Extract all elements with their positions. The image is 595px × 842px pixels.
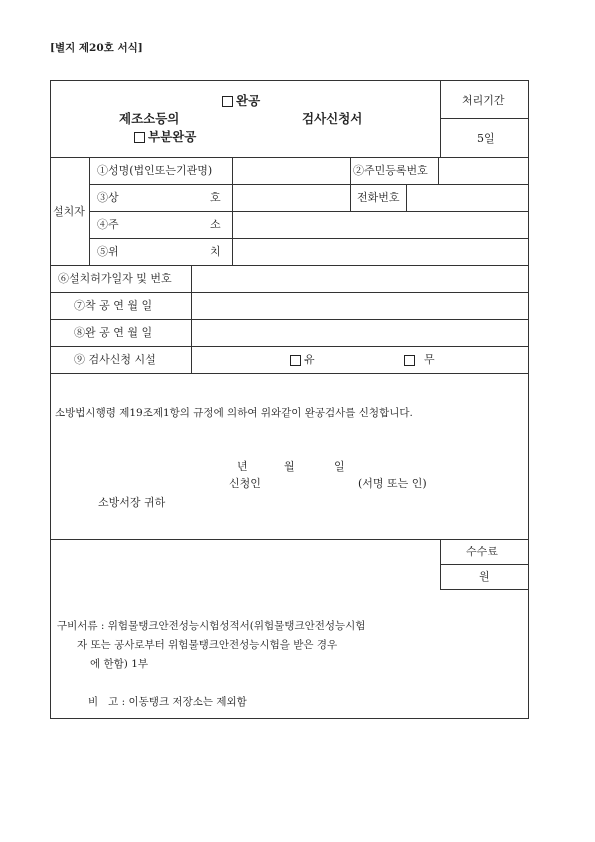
- address-label-tail: 소: [210, 218, 221, 231]
- processing-period-label: 처리기간: [462, 94, 505, 107]
- facility-yes-option[interactable]: 유: [290, 354, 315, 366]
- phone-field[interactable]: [407, 185, 527, 210]
- processing-period-value: 5일: [477, 132, 495, 145]
- remarks: 비 고 : 이동탱크 저장소는 제외함: [88, 696, 247, 708]
- facility-yes-checkbox[interactable]: [290, 355, 301, 366]
- location-label-tail: 치: [210, 245, 221, 258]
- applicant-sign-label: 신청인: [229, 477, 261, 490]
- facility-no-checkbox[interactable]: [404, 355, 415, 366]
- date-year: 년: [237, 460, 248, 473]
- sign-note: (서명 또는 인): [358, 477, 427, 490]
- title-prefix: 제조소등의: [119, 111, 180, 126]
- required-documents-line2: 자 또는 공사로부터 위험물탱크안전성능시험을 받은 경우: [77, 639, 338, 651]
- option-complete[interactable]: 완공: [222, 95, 260, 108]
- facility-label: ⑨ 검사신청 시설: [74, 353, 156, 366]
- rrn-label: ②주민등록번호: [353, 164, 428, 177]
- finish-date-field[interactable]: [192, 320, 527, 345]
- start-date-field[interactable]: [192, 293, 527, 318]
- phone-label: 전화번호: [357, 191, 400, 204]
- name-field[interactable]: [233, 158, 349, 183]
- rrn-field[interactable]: [439, 158, 527, 183]
- finish-date-label: ⑧완 공 연 월 일: [74, 326, 153, 339]
- date-month: 월: [284, 460, 295, 473]
- required-documents-line1: 구비서류 : 위험물탱크안전성능시험성적서(위험물탱크안전성능시험: [57, 620, 366, 632]
- facility-no-option[interactable]: 무: [404, 354, 435, 366]
- permit-date-field[interactable]: [192, 266, 527, 291]
- name-label: ①성명(법인또는기관명): [97, 164, 213, 177]
- trade-field[interactable]: [233, 185, 349, 210]
- form-number-tag: [별지 제20호 서식]: [50, 42, 143, 54]
- address-field[interactable]: [233, 212, 527, 237]
- title-suffix: 검사신청서: [302, 111, 363, 126]
- application-statement: 소방법시행령 제19조제1항의 규정에 의하여 위와같이 완공검사를 신청합니다.: [55, 407, 413, 419]
- option-partial[interactable]: 부분완공: [134, 131, 196, 144]
- required-documents-line3: 에 한함) 1부: [90, 658, 149, 670]
- trade-label: ③상: [97, 191, 119, 204]
- date-day: 일: [334, 460, 345, 473]
- addressee: 소방서장 귀하: [98, 496, 166, 509]
- permit-date-label: ⑥설치허가일자 및 번호: [58, 272, 172, 285]
- fee-label: 수수료: [466, 545, 498, 558]
- partial-checkbox[interactable]: [134, 132, 145, 143]
- fee-unit: 원: [479, 570, 490, 583]
- start-date-label: ⑦착 공 연 월 일: [74, 299, 153, 312]
- location-field[interactable]: [233, 239, 527, 264]
- installer-group-label: 설치자: [53, 205, 85, 218]
- complete-checkbox[interactable]: [222, 96, 233, 107]
- location-label: ⑤위: [97, 245, 119, 258]
- address-label: ④주: [97, 218, 119, 231]
- trade-label-tail: 호: [210, 191, 221, 204]
